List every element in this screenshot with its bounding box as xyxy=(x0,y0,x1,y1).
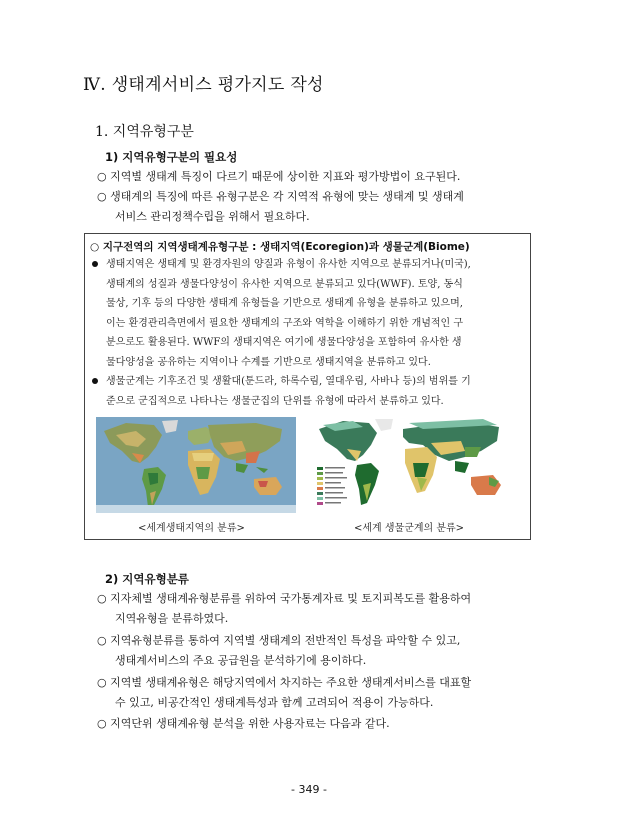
sub1-item-1: ○ 지역별 생태계 특징이 다르기 때문에 상이한 지표와 평가방법이 요구된다. xyxy=(97,170,461,183)
sub2-item-1-line1: ○ 지자체별 생태계유형분류를 위하여 국가통계자료 및 토지피복도를 활용하여 xyxy=(97,592,472,605)
bullet-dot xyxy=(92,378,98,384)
subsection-1-title: 1) 지역유형구분의 필요성 xyxy=(105,150,238,164)
world-biome-map xyxy=(313,417,513,513)
sub2-item-2-line2: 생태계서비스의 주요 공급원을 분석하기에 용이하다. xyxy=(115,654,367,667)
caption-biome-map: <세계 생물군계의 분류> xyxy=(354,523,465,534)
sub1-item-2-line1: ○ 생태계의 특징에 따른 유형구분은 각 지역적 유형에 맞는 생태계 및 생태계 xyxy=(97,190,464,203)
box-bullet-1: 생태지역은 생태계 및 환경자원의 양질과 유형이 유사한 지역으로 분류되거나(미국), 생태계의 성질과 생물다양성이 유사한 지역으로 분류되고 있다(WWF). 토양, 동식 물상, 기후 등의 다양한 생태계 유형들을 기반으로 생태계 유형을 분류하고 있으며, 이는 환경관리측면에서 필요한 생태계의 구조와 역학을 이해하기 위한 개념적인 구 분으로도 활용된다. WWF의 생태지역은 여기에 생물다양성을 포함하여 유사한 생 물다양성을 공유하는 지역이나 수계를 기반으로 생태지역을 분류하고 있다. xyxy=(92,255,471,372)
sub2-item-4: ○ 지역단위 생태계유형 분석을 위한 사용자료는 다음과 같다. xyxy=(97,717,390,730)
sub2-item-2-line1: ○ 지역유형분류를 통하여 지역별 생태계의 전반적인 특성을 파악할 수 있고, xyxy=(97,634,461,647)
section-heading: 1. 지역유형구분 xyxy=(95,124,194,140)
sub2-item-3-line1: ○ 지역별 생태계유형은 해당지역에서 차지하는 주요한 생태계서비스를 대표할 xyxy=(97,676,472,689)
bullet-dot xyxy=(92,261,98,267)
page-number: - 349 - xyxy=(291,783,327,796)
sub2-item-1-line2: 지역유형을 분류하였다. xyxy=(115,612,229,625)
sub1-item-2-line2: 서비스 관리정책수립을 위해서 필요하다. xyxy=(115,210,310,223)
world-ecoregion-map xyxy=(96,417,296,513)
box-title: ○ 지구전역의 지역생태계유형구분 : 생태지역(Ecoregion)과 생물군계(Biome) xyxy=(90,241,470,253)
caption-ecoregion-map: <세계생태지역의 분류> xyxy=(138,523,245,534)
chapter-heading: Ⅳ. 생태계서비스 평가지도 작성 xyxy=(83,75,324,95)
subsection-2-title: 2) 지역유형분류 xyxy=(105,572,189,586)
box-bullet-2: 생물군계는 기후조건 및 생활대(툰드라, 하록수림, 열대우림, 사바나 등)의 범위를 기 준으로 군집적으로 나타나는 생물군집의 단위를 유형에 따라서 분류하고 있다. xyxy=(92,372,471,411)
sub2-item-3-line2: 수 있고, 비공간적인 생태계특성과 함께 고려되어 적용이 가능하다. xyxy=(115,696,434,709)
